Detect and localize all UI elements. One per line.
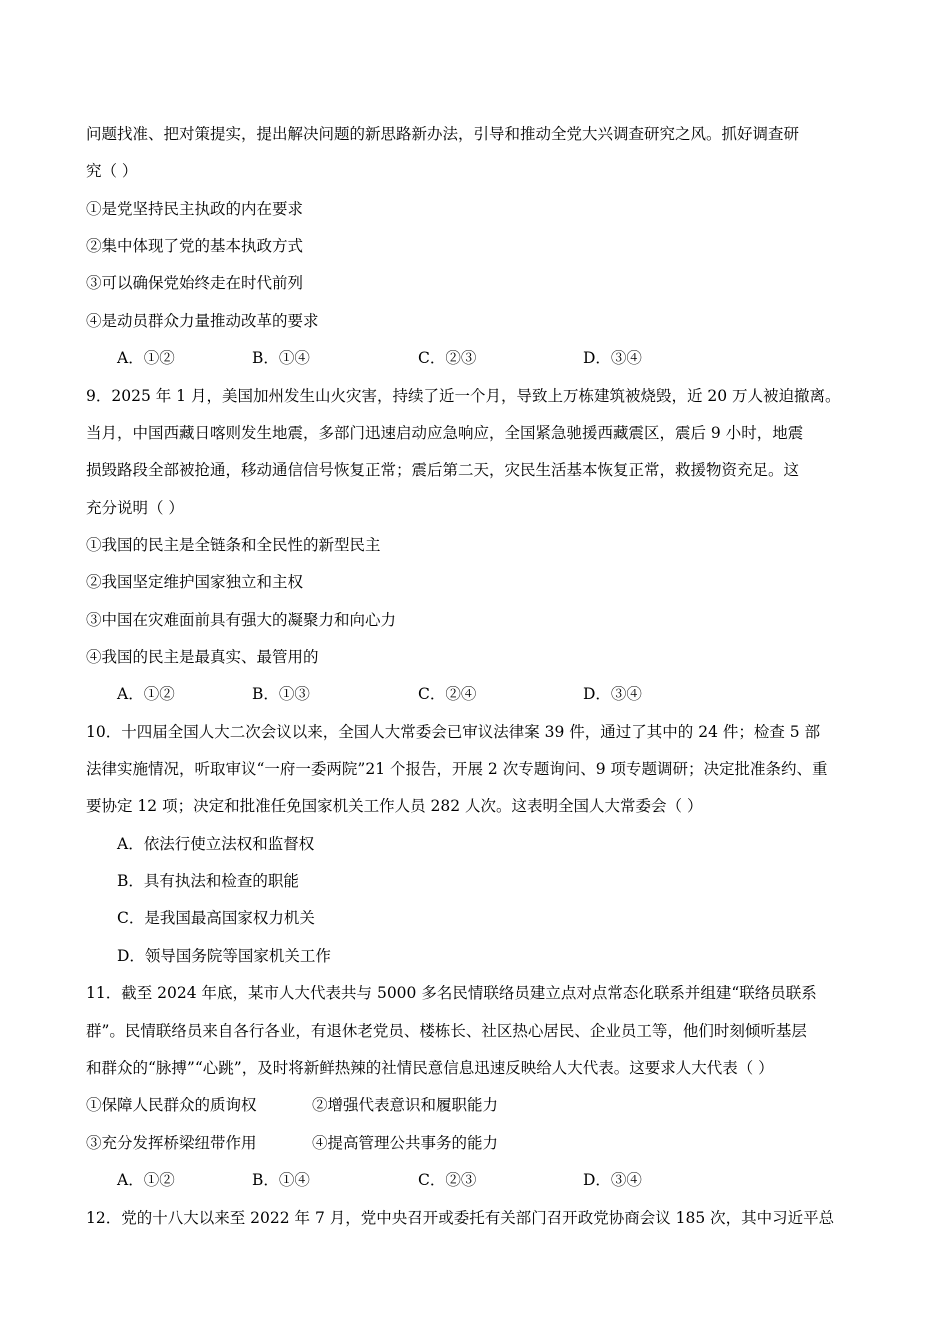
q9-item-2: ②我国坚定维护国家独立和主权 — [86, 573, 304, 591]
q9-stem-line: 当月，中国西藏日喀则发生地震，多部门迅速启动应急响应，全国紧急驰援西藏震区，震后 9 小时，地震 — [86, 424, 804, 442]
q9-stem-line: 损毁路段全部被抢通，移动通信信号恢复正常；震后第二天，灾民生活基本恢复正常，救援物资充足。这 — [86, 461, 800, 479]
q9-option-c[interactable]: C．②④ — [418, 685, 477, 703]
q11-item-4: ④提高管理公共事务的能力 — [312, 1134, 499, 1152]
q9-item-4: ④我国的民主是最真实、最管用的 — [86, 648, 319, 666]
q11-item-1: ①保障人民群众的质询权 — [86, 1096, 257, 1114]
q9-option-b[interactable]: B．①③ — [252, 685, 310, 703]
q10-option-b[interactable]: B．具有执法和检查的职能 — [117, 872, 299, 890]
q11-option-a[interactable]: A．①② — [117, 1171, 175, 1189]
q10-option-d[interactable]: D．领导国务院等国家机关工作 — [117, 947, 331, 965]
q8-stem-line: 究（ ） — [86, 162, 138, 180]
q11-option-d[interactable]: D．③④ — [583, 1171, 642, 1189]
q8-option-b[interactable]: B．①④ — [252, 349, 310, 367]
q8-option-d[interactable]: D．③④ — [583, 349, 642, 367]
q9-option-a[interactable]: A．①② — [117, 685, 175, 703]
q9-option-d[interactable]: D．③④ — [583, 685, 642, 703]
q10-stem-line: 要协定 12 项；决定和批准任免国家机关工作人员 282 人次。这表明全国人大常委会（ ） — [86, 797, 703, 815]
q8-option-c[interactable]: C．②③ — [418, 349, 477, 367]
q10-stem-line: 法律实施情况，听取审议“一府一委两院”21 个报告，开展 2 次专题询问、9 项专题调研；决定批准条约、重 — [86, 760, 828, 778]
q11-item-2: ②增强代表意识和履职能力 — [312, 1096, 499, 1114]
q8-item-3: ③可以确保党始终走在时代前列 — [86, 274, 304, 292]
q11-item-3: ③充分发挥桥梁纽带作用 — [86, 1134, 257, 1152]
q8-item-2: ②集中体现了党的基本执政方式 — [86, 237, 304, 255]
q12-stem-line: 12．党的十八大以来至 2022 年 7 月，党中央召开或委托有关部门召开政党协商会议 185 次，其中习近平总 — [86, 1209, 835, 1227]
q10-option-a[interactable]: A．依法行使立法权和监督权 — [117, 835, 315, 853]
q11-option-b[interactable]: B．①④ — [252, 1171, 310, 1189]
q9-stem-line: 9．2025 年 1 月，美国加州发生山火灾害，持续了近一个月，导致上万栋建筑被烧毁，近 20 万人被迫撤离。 — [86, 387, 841, 405]
q9-item-3: ③中国在灾难面前具有强大的凝聚力和向心力 — [86, 611, 397, 629]
q9-item-1: ①我国的民主是全链条和全民性的新型民主 — [86, 536, 381, 554]
q11-stem-line: 和群众的“脉搏”“心跳”，及时将新鲜热辣的社情民意信息迅速反映给人大代表。这要求人大代表（ ） — [86, 1059, 774, 1077]
q8-item-4: ④是动员群众力量推动改革的要求 — [86, 312, 319, 330]
q10-stem-line: 10．十四届全国人大二次会议以来，全国人大常委会已审议法律案 39 件，通过了其中的 24 件；检查 5 部 — [86, 723, 821, 741]
q11-option-c[interactable]: C．②③ — [418, 1171, 477, 1189]
q11-stem-line: 11．截至 2024 年底，某市人大代表共与 5000 多名民情联络员建立点对点常态化联系并组建“联络员联系 — [86, 984, 817, 1002]
q9-stem-line: 充分说明（ ） — [86, 499, 184, 517]
q8-stem-line: 问题找准、把对策提实，提出解决问题的新思路新办法，引导和推动全党大兴调查研究之风。抓好调查研 — [86, 125, 800, 143]
q11-stem-line: 群”。民情联络员来自各行各业，有退休老党员、楼栋长、社区热心居民、企业员工等，他们时刻倾听基层 — [86, 1022, 807, 1040]
q8-option-a[interactable]: A．①② — [117, 349, 175, 367]
q8-item-1: ①是党坚持民主执政的内在要求 — [86, 200, 304, 218]
q10-option-c[interactable]: C．是我国最高国家权力机关 — [117, 909, 315, 927]
